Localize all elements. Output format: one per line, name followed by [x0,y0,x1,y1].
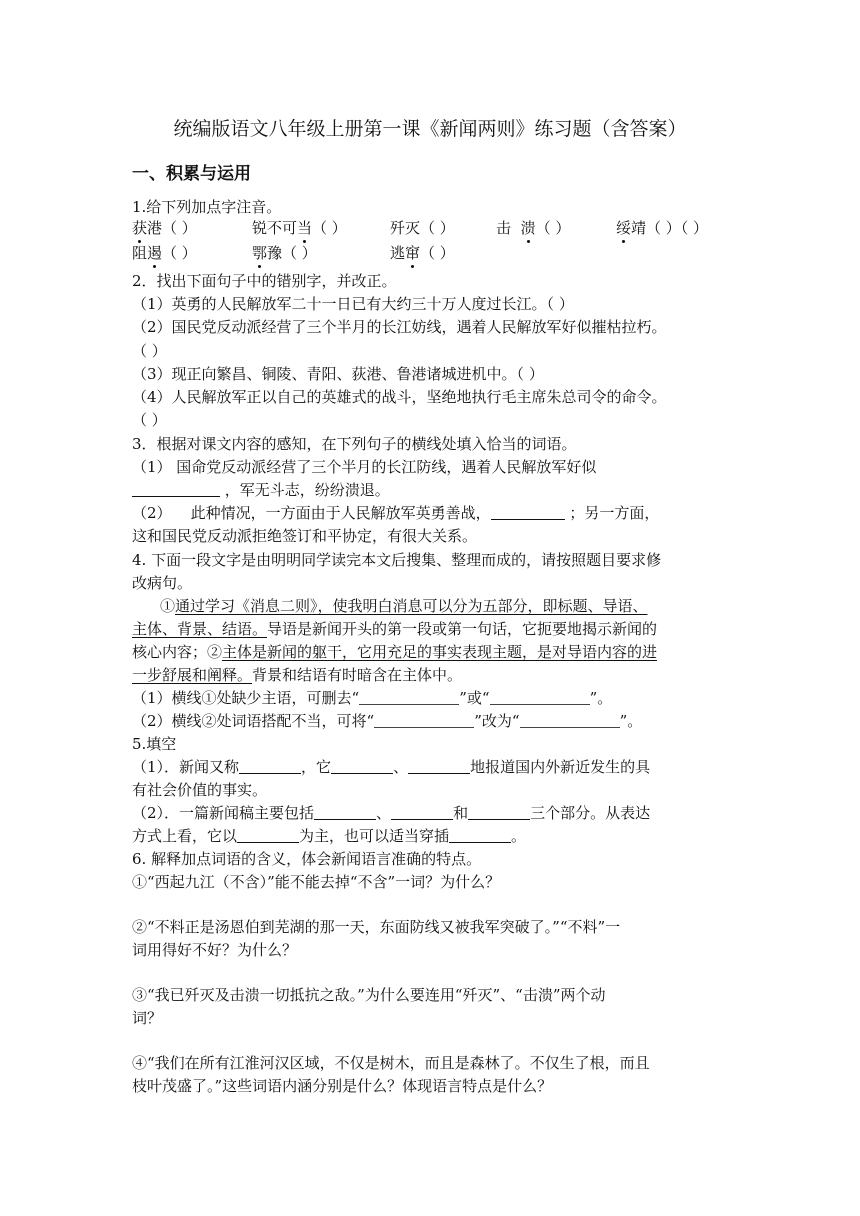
q4-underline-2: 主体是新闻的躯干，它用充足的事实表现主题，是对导语内容的进 [222,643,658,661]
q6-item-3a: ③“我已歼灭及击溃一切抵抗之敌。”为什么要连用“歼灭”、“击溃”两个动 [132,986,606,1004]
q2-sentence-2-answer: （ ） [132,342,167,360]
q3-blank-1[interactable] [132,481,220,497]
q4-sub-2: （2）横线②处词语搭配不当，可将“ ”改为“ ”。 [132,712,643,730]
q2-sentence-2: （2）国民党反动派经营了三个半月的长江妨线，遇着人民解放军好似摧枯拉朽。 [132,318,667,336]
q4-paragraph-4: 一步舒展和阐释。背景和结语有时暗含在主体中。 [132,666,463,684]
q6-item-2b: 词用得好不好？为什么？ [132,941,298,959]
q5-blank-6[interactable] [468,804,530,820]
q1-item-5: 绥靖（ ）（ ） [616,219,709,237]
q1-item-6: 阻遏（ ） [132,244,197,262]
q4-blank-1[interactable] [359,690,459,705]
q6-item-3b: 词？ [132,1009,163,1027]
q5-blank-4[interactable] [314,804,376,820]
q1-item-1: 获港（ ） [132,219,197,237]
q1-item-3: 歼灭（ ） [390,219,455,237]
q5-blank-5[interactable] [391,804,453,820]
q4-underline-1: 通过学习《消息二则》，使我明白消息可以分为五部分，即标题、导语、 [175,597,648,615]
q4-paragraph-2: 主体、背景、结语。导语是新闻开头的第一段或第一句话，它扼要地揭示新闻的 [132,620,658,638]
q4-paragraph-1: ①通过学习《消息二则》，使我明白消息可以分为五部分，即标题、导语、 [160,597,648,615]
q6-item-4a: ④“我们在所有江淮河汉区域，不仅是树木，而且是森林了。不仅生了根，而且 [132,1054,650,1072]
q2-stem: 2．找出下面句子中的错别字，并改正。 [132,272,397,290]
q5-blank-7[interactable] [237,827,299,843]
q5-blank-3[interactable] [408,758,470,774]
q5-blank-1[interactable] [239,758,301,774]
q4-blank-2[interactable] [490,690,590,705]
q2-sentence-1: （1）英勇的人民解放军二十一日已有大约三十万人度过长江。（ ） [132,295,574,313]
q3-sentence-1b: ，军无斗志，纷纷溃退。 [132,479,732,501]
q5-sub-1b: 有社会价值的事实。 [132,781,268,799]
q1-item-7: 鄂豫（ ） [252,244,317,262]
q5-sub-2a: （2）．一篇新闻稿主要包括 、 和 三个部分。从表达 [132,804,651,822]
q1-item-8: 逃窜（ ） [390,244,455,262]
q6-item-4b: 枝叶茂盛了。”这些词语内涵分别是什么？体现语言特点是什么？ [132,1077,553,1095]
q6-item-1: ①“西起九江（不含）”能不能去掉“不含”一词？为什么？ [132,873,501,891]
q3-blank-2[interactable] [491,504,565,520]
q3-sentence-2a: （2） 此种情况，一方面由于人民解放军英勇善战， ；另一方面， [132,504,660,522]
q2-sentence-4: （4）人民解放军正以自己的英雄式的战斗，坚绝地执行毛主席朱总司令的命令。 [132,388,667,406]
q3-stem: 3．根据对课文内容的感知，在下列句子的横线处填入恰当的词语。 [132,435,577,453]
q5-sub-2b: 方式上看，它以 为主，也可以适当穿插 。 [132,827,527,845]
q5-sub-1a: （1）．新闻又称 ，它 、 地报道国内外新近发生的具 [132,758,651,776]
q5-blank-8[interactable] [449,827,511,843]
q3-sentence-1a: （1） 国命党反动派经营了三个半月的长江防线，遇着人民解放军好似 [132,458,597,476]
q6-stem: 6. 解释加点词语的含义，体会新闻语言准确的特点。 [132,850,482,868]
q4-paragraph-3: 核心内容；②主体是新闻的躯干，它用充足的事实表现主题，是对导语内容的进 [132,643,658,661]
q5-stem: 5.填空 [132,735,177,753]
q2-sentence-3: （3）现正向繁昌、铜陵、青阳、荻港、鲁港诸城进机中。（ ） [132,365,544,383]
section-heading: 一、积累与运用 [132,164,251,184]
q1-item-2: 锐不可当（ ） [252,219,347,237]
q2-sentence-4-answer: （ ） [132,411,167,429]
q4-blank-3[interactable] [374,713,474,728]
q1-stem: 1.给下列加点字注音。 [132,198,282,216]
q4-stem-1: 4. 下面一段文字是由明明同学读完本文后搜集、整理而成的，请按照题目要求修 [132,551,662,569]
page-title: 统编版语文八年级上册第一课《新闻两则》练习题（含答案） [173,118,687,140]
q4-blank-4[interactable] [520,713,620,728]
q4-stem-2: 改病句。 [132,574,193,592]
q5-blank-2[interactable] [331,758,393,774]
q4-sub-1: （1）横线①处缺少主语，可删去“ ”或“ ”。 [132,689,613,707]
q1-item-4: 击 溃（ ） [496,219,571,237]
q3-sentence-2b: 这和国民党反动派拒绝签订和平协定，有很大关系。 [132,527,478,545]
q6-item-2a: ②“不料正是汤恩伯到芜湖的那一天，东面防线又被我军突破了。”“不料”一 [132,918,621,936]
